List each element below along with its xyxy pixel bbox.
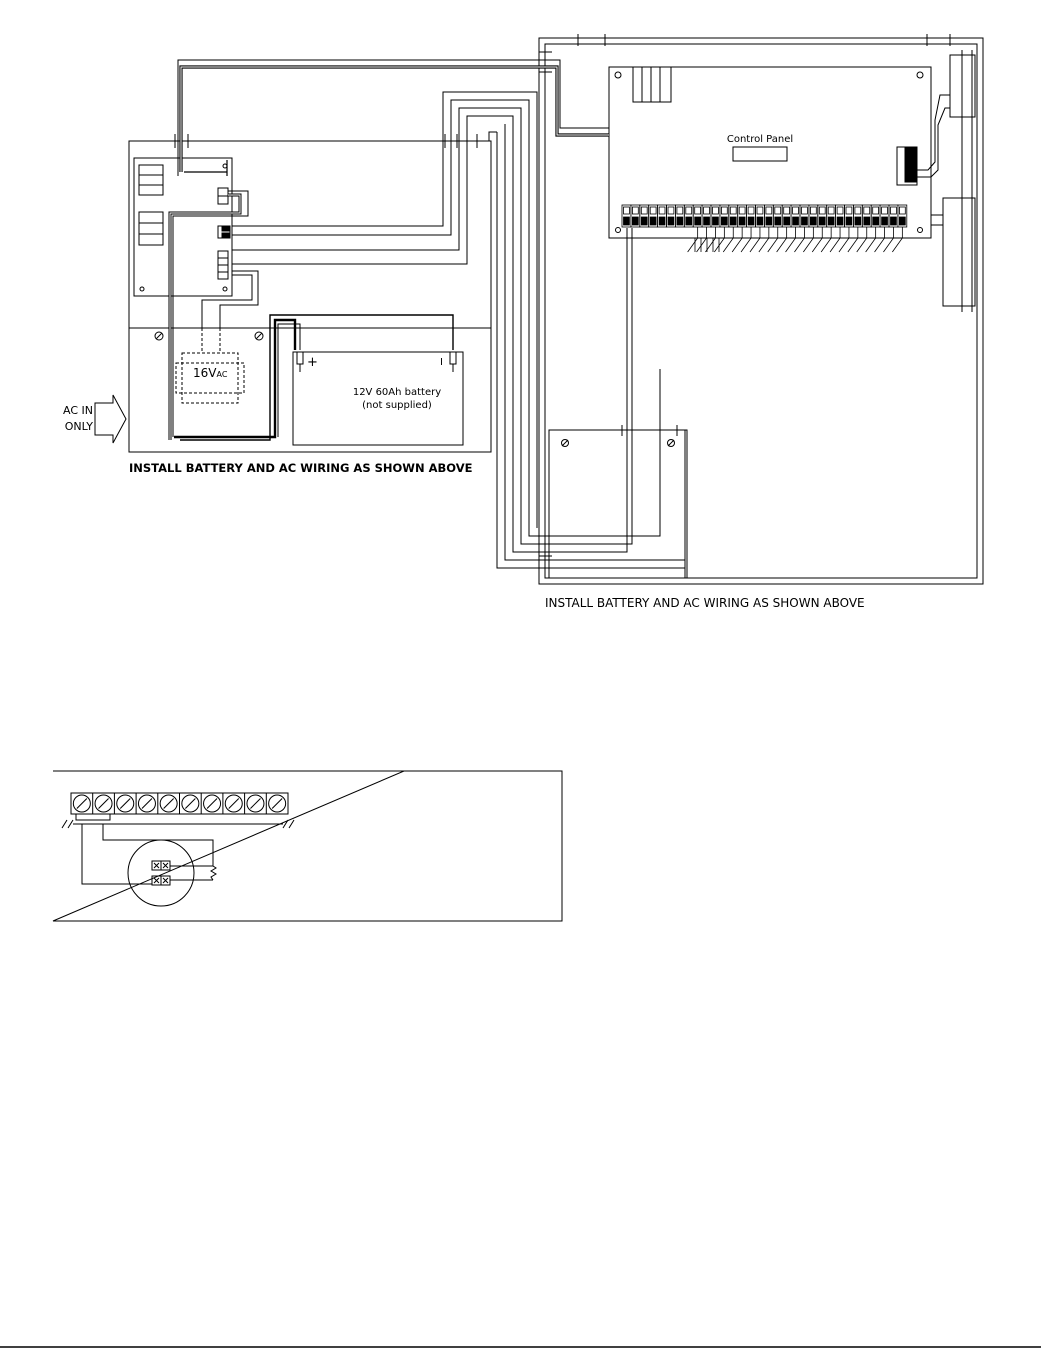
terminal-clamp bbox=[846, 217, 852, 225]
interconnect-wiring bbox=[178, 60, 685, 568]
control-panel-terminal-strip bbox=[622, 205, 907, 252]
terminal-screw bbox=[659, 207, 665, 214]
terminal-screw bbox=[873, 207, 879, 214]
terminal-screw bbox=[757, 207, 763, 214]
terminal-clamp bbox=[864, 217, 870, 225]
terminal-screw bbox=[819, 207, 825, 214]
terminal-screw bbox=[641, 207, 647, 214]
terminal-screw bbox=[828, 207, 834, 214]
terminal-clamp bbox=[704, 217, 710, 225]
left-caption: INSTALL BATTERY AND AC WIRING AS SHOWN ABOVE bbox=[129, 461, 473, 475]
terminal-clamp bbox=[739, 217, 745, 225]
terminal-clamp bbox=[819, 217, 825, 225]
terminal-clamp bbox=[899, 217, 905, 225]
terminal-screw bbox=[864, 207, 870, 214]
terminal-screw bbox=[721, 207, 727, 214]
screw-slot bbox=[250, 799, 260, 809]
terminal-screw bbox=[766, 207, 772, 214]
main-cabinet-inner bbox=[545, 44, 977, 578]
ac-in-only-label: ONLY bbox=[64, 420, 93, 433]
screw-slot bbox=[120, 799, 130, 809]
terminal-clamp bbox=[757, 217, 763, 225]
terminal-clamp bbox=[713, 217, 719, 225]
terminal-screw bbox=[668, 207, 674, 214]
screw-slot bbox=[229, 799, 239, 809]
terminal-clamp bbox=[659, 217, 665, 225]
smoke-detector-base bbox=[128, 840, 194, 906]
terminal-clamp bbox=[891, 217, 897, 225]
battery-plus-terminal: + bbox=[307, 355, 318, 370]
zone-wire bbox=[688, 227, 698, 252]
control-panel-enclosure bbox=[539, 34, 983, 584]
terminal-screw bbox=[846, 207, 852, 214]
ac-in-label: AC IN bbox=[63, 404, 93, 417]
terminal-screw bbox=[704, 207, 710, 214]
terminal-clamp bbox=[641, 217, 647, 225]
terminal-clamp bbox=[748, 217, 754, 225]
terminal-screw bbox=[775, 207, 781, 214]
screw-slot bbox=[99, 799, 109, 809]
main-cabinet-outer bbox=[539, 38, 983, 584]
power-supply-board bbox=[134, 158, 232, 296]
terminal-clamp bbox=[668, 217, 674, 225]
battery-label: 12V 60Ah battery bbox=[352, 387, 442, 398]
terminal-clamp bbox=[784, 217, 790, 225]
detector-wiring-diagram bbox=[53, 771, 562, 921]
terminal-clamp bbox=[810, 217, 816, 225]
terminal-clamp bbox=[695, 217, 701, 225]
control-panel-label: Control Panel bbox=[726, 134, 794, 145]
terminal-clamp bbox=[855, 217, 861, 225]
terminal-screw bbox=[686, 207, 692, 214]
terminal-clamp bbox=[766, 217, 772, 225]
terminal-screw bbox=[624, 207, 630, 214]
terminal-screw bbox=[695, 207, 701, 214]
terminal-screw bbox=[891, 207, 897, 214]
battery bbox=[293, 352, 463, 445]
terminal-screw bbox=[730, 207, 736, 214]
battery-minus-terminal: I bbox=[440, 357, 443, 368]
terminal-clamp bbox=[624, 217, 630, 225]
terminal-clamp bbox=[650, 217, 656, 225]
terminal-clamp bbox=[677, 217, 683, 225]
power-supply-enclosure bbox=[129, 134, 491, 452]
terminal-clamp bbox=[730, 217, 736, 225]
terminal-clamp bbox=[632, 217, 638, 225]
terminal-clamp bbox=[775, 217, 781, 225]
terminal-screw bbox=[855, 207, 861, 214]
terminal-clamp bbox=[793, 217, 799, 225]
power-supply-pcb bbox=[134, 158, 232, 296]
screw-slot bbox=[185, 799, 195, 809]
right-caption: INSTALL BATTERY AND AC WIRING AS SHOWN ABOVE bbox=[545, 596, 865, 610]
terminal-screw bbox=[677, 207, 683, 214]
terminal-clamp bbox=[721, 217, 727, 225]
terminal-screw bbox=[882, 207, 888, 214]
terminal-clamp bbox=[828, 217, 834, 225]
terminal-screw bbox=[837, 207, 843, 214]
screw-slot bbox=[142, 799, 152, 809]
terminal-clamp bbox=[882, 217, 888, 225]
screw-slot bbox=[77, 799, 87, 809]
terminal-screw bbox=[899, 207, 905, 214]
terminal-screw bbox=[784, 207, 790, 214]
terminal-screw bbox=[739, 207, 745, 214]
terminal-screw bbox=[650, 207, 656, 214]
terminal-screw bbox=[802, 207, 808, 214]
terminal-screw bbox=[810, 207, 816, 214]
end-of-line-resistor bbox=[211, 866, 216, 880]
terminal-screw bbox=[748, 207, 754, 214]
terminal-screw bbox=[632, 207, 638, 214]
terminal-screw bbox=[713, 207, 719, 214]
terminal-clamp bbox=[873, 217, 879, 225]
transformer-label: 16VAC bbox=[193, 366, 228, 380]
ac-in-arrow bbox=[95, 395, 126, 443]
screw-slot bbox=[164, 799, 174, 809]
terminal-screw bbox=[793, 207, 799, 214]
screw-slot bbox=[272, 799, 282, 809]
terminal-clamp bbox=[837, 217, 843, 225]
screw-slot bbox=[207, 799, 217, 809]
battery-outline bbox=[293, 352, 463, 445]
terminal-clamp bbox=[802, 217, 808, 225]
terminal-clamp bbox=[686, 217, 692, 225]
battery-note: (not supplied) bbox=[362, 400, 432, 411]
